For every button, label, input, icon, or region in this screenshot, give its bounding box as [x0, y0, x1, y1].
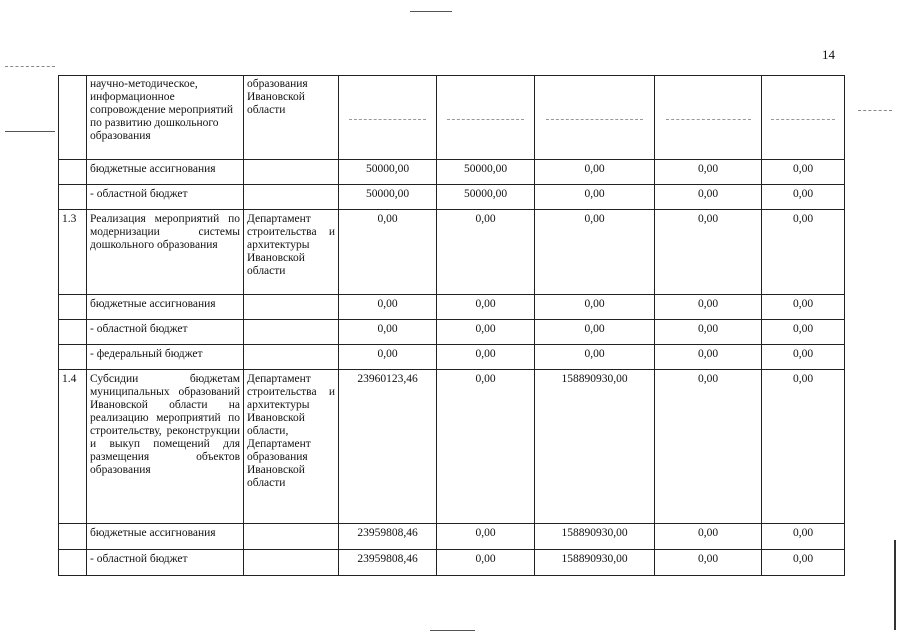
page-number: 14 [822, 47, 835, 62]
row-index: 1.4 [59, 370, 87, 524]
row-index [59, 76, 87, 160]
value-cell: 158890930,00 [535, 524, 655, 550]
value-cell: 0,00 [762, 320, 845, 345]
row-index: 1.3 [59, 210, 87, 295]
scan-dash-mark [771, 119, 836, 120]
value-cell: 0,00 [655, 370, 762, 524]
scan-artifact-right [858, 110, 892, 111]
value-cell: 0,00 [655, 210, 762, 295]
value-cell: 0,00 [437, 550, 535, 576]
value-cell: 0,00 [535, 185, 655, 210]
scan-artifact-bottom [430, 630, 475, 631]
budget-table [58, 75, 845, 576]
table-row [59, 76, 845, 160]
row-executor [244, 160, 339, 185]
value-cell: 0,00 [339, 295, 437, 320]
table-row [59, 210, 845, 295]
value-cell: 23960123,46 [339, 370, 437, 524]
value-cell: 0,00 [655, 160, 762, 185]
row-index [59, 320, 87, 345]
value-cell: 50000,00 [339, 160, 437, 185]
value-cell: 0,00 [655, 345, 762, 370]
value-cell: 0,00 [535, 160, 655, 185]
table-row [59, 320, 845, 345]
table-row [59, 160, 845, 185]
row-executor [244, 524, 339, 550]
row-index [59, 345, 87, 370]
value-cell: 0,00 [762, 524, 845, 550]
row-executor [244, 550, 339, 576]
row-executor: Департамент строительства и архитектуры Ивановской области, Департамент образования Ивановской области [244, 370, 339, 524]
value-cell: 23959808,46 [339, 550, 437, 576]
value-cell: 0,00 [762, 210, 845, 295]
scan-dash-mark [447, 119, 524, 120]
row-name: научно-методическое, информационное сопровождение мероприятий по развитию дошкольного образования [87, 76, 244, 160]
row-executor: Департамент строительства и архитектуры Ивановской области [244, 210, 339, 295]
row-executor [244, 345, 339, 370]
row-executor-text: образования Ивановской области [247, 78, 308, 116]
scan-artifact-top [410, 11, 452, 12]
scan-artifact-left [5, 66, 55, 67]
row-index [59, 160, 87, 185]
value-cell: 0,00 [762, 550, 845, 576]
value-cell: 0,00 [437, 295, 535, 320]
row-executor [244, 320, 339, 345]
value-cell [339, 76, 437, 160]
value-cell: 0,00 [762, 370, 845, 524]
value-cell: 0,00 [762, 295, 845, 320]
row-index [59, 524, 87, 550]
row-executor [244, 295, 339, 320]
value-cell: 0,00 [535, 295, 655, 320]
table-row [59, 345, 845, 370]
row-index [59, 185, 87, 210]
value-cell: 0,00 [437, 524, 535, 550]
value-cell [535, 76, 655, 160]
value-cell [762, 76, 845, 160]
value-cell: 50000,00 [437, 185, 535, 210]
value-cell [437, 76, 535, 160]
value-cell: 0,00 [762, 345, 845, 370]
row-name: Реализация мероприятий по модернизации системы дошкольного образования [87, 210, 244, 295]
value-cell: 158890930,00 [535, 370, 655, 524]
row-executor [244, 76, 339, 160]
row-executor [244, 185, 339, 210]
row-name: бюджетные ассигнования [87, 524, 244, 550]
value-cell: 0,00 [437, 370, 535, 524]
table-row [59, 550, 845, 576]
value-cell: 158890930,00 [535, 550, 655, 576]
scan-dash-mark [546, 119, 642, 120]
value-cell: 0,00 [535, 345, 655, 370]
scan-artifact-left-rule [5, 131, 55, 132]
value-cell: 0,00 [762, 185, 845, 210]
row-name: - областной бюджет [87, 320, 244, 345]
value-cell: 0,00 [437, 320, 535, 345]
scan-dash-mark [349, 119, 426, 120]
row-name: - областной бюджет [87, 550, 244, 576]
row-name: - областной бюджет [87, 185, 244, 210]
value-cell: 0,00 [339, 210, 437, 295]
scan-artifact-right-edge [894, 540, 896, 630]
value-cell: 23959808,46 [339, 524, 437, 550]
row-index [59, 295, 87, 320]
value-cell: 0,00 [655, 320, 762, 345]
value-cell: 0,00 [655, 295, 762, 320]
row-name: бюджетные ассигнования [87, 160, 244, 185]
row-name: бюджетные ассигнования [87, 295, 244, 320]
value-cell: 0,00 [655, 524, 762, 550]
row-name: - федеральный бюджет [87, 345, 244, 370]
value-cell: 0,00 [535, 210, 655, 295]
table-row [59, 370, 845, 524]
value-cell: 0,00 [339, 345, 437, 370]
value-cell: 50000,00 [339, 185, 437, 210]
value-cell: 0,00 [535, 320, 655, 345]
table-row [59, 524, 845, 550]
value-cell: 0,00 [339, 320, 437, 345]
row-index [59, 550, 87, 576]
value-cell: 0,00 [655, 185, 762, 210]
table-row [59, 295, 845, 320]
value-cell: 0,00 [437, 345, 535, 370]
scan-dash-mark [666, 119, 751, 120]
value-cell: 50000,00 [437, 160, 535, 185]
table-row [59, 185, 845, 210]
value-cell: 0,00 [655, 550, 762, 576]
row-name: Субсидии бюджетам муниципальных образований Ивановской области на реализацию мероприятий по строительству, реконструкции и выкуп помещений для размещения объектов образования [87, 370, 244, 524]
value-cell: 0,00 [762, 160, 845, 185]
value-cell [655, 76, 762, 160]
value-cell: 0,00 [437, 210, 535, 295]
